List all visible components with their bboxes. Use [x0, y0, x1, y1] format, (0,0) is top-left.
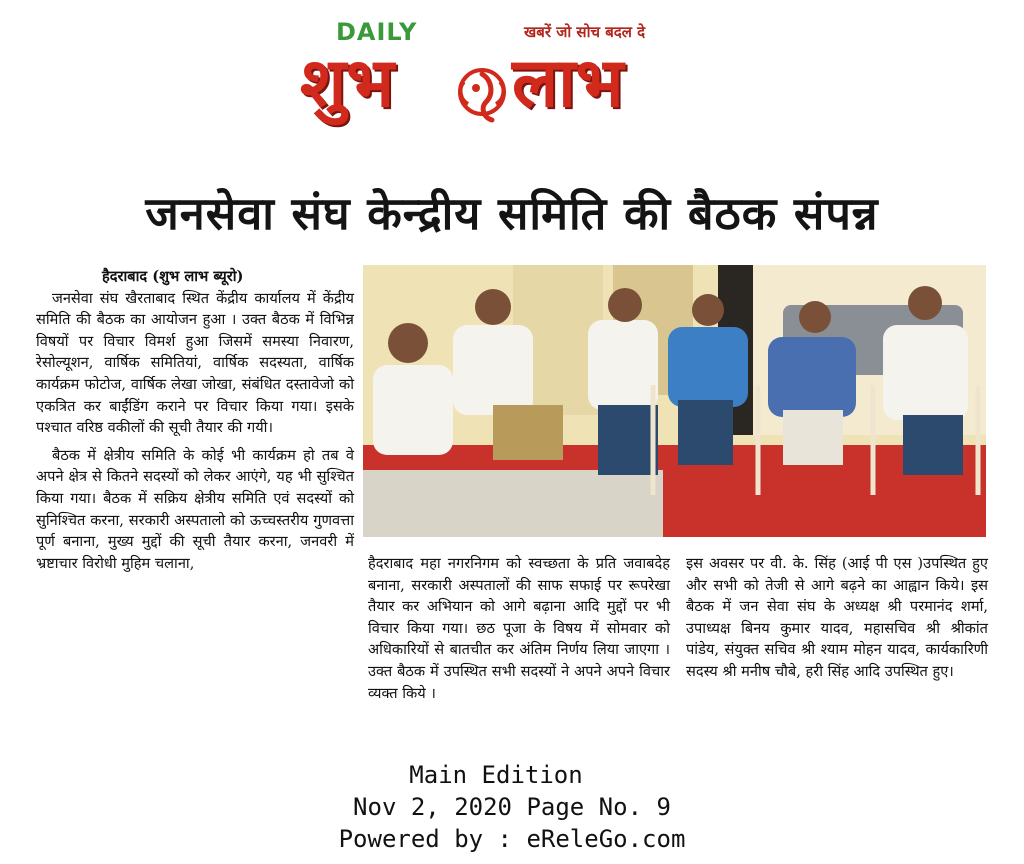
meeting-photo — [363, 265, 986, 537]
article-paragraph-2: बैठक में क्षेत्रीय समिति के कोई भी कार्यक्रम हो तब वे अपने क्षेत्र से कितने सदस्यों को लेकर आएंगे, यह भी सुश्चित किया गया। बैठक में सक्रिय क्षेत्रीय समिति एवं सदस्यों को सुनिश्चित करना, सरकारी अस्पतालो को ऊच्चस्तरीय गुणवत्ता पूर्ण बनाना, मुख्य मुद्दों की सूची तैयार करना, जनवरी में भ्रष्टाचार विरोधी मुहिम चलाना, — [36, 446, 354, 572]
article-column-2 — [368, 553, 670, 704]
footer-date-page: Nov 2, 2020 Page No. 9 — [353, 793, 671, 821]
article-dateline: हैदराबाद (शुभ लाभ ब्यूरो) — [102, 268, 244, 285]
meeting-photo-illustration — [363, 265, 986, 537]
footer-powered-by: Powered by : eReleGo.com — [338, 825, 686, 853]
masthead-name-right: लाभ — [512, 44, 624, 123]
article-headline: जनसेवा संघ केन्द्रीय समिति की बैठक संपन्न — [145, 187, 879, 240]
article-paragraph-1: जनसेवा संघ खैरताबाद स्थित केंद्रीय कार्यालय में केंद्रीय समिति की बैठक का आयोजन हुआ । उक्त बैठक में विभिन्न विषयों पर विचार विमर्श हुआ जिसमें समस्या निवारण, रेसोल्यूशन, वार्षिक समितियां, वार्षिक सदस्यता, वार्षिक कार्यक्रम फोटोज, वार्षिक लेखा जोखा, संबंधित दस्तावेजो को एकत्रित कर बाईंडिंग कराने पर विचार किया गया। इसके पश्चात वरिष्ठ वकीलों की सूची तैयार की गयी। — [36, 289, 354, 437]
article-column-3 — [686, 553, 988, 683]
masthead-name-left: शुभ — [300, 44, 395, 123]
footer-edition: Main Edition — [409, 761, 583, 789]
article-column-2-text: हैदराबाद महा नगरनिगम को स्वच्छता के प्रति जवाबदेह बनाना, सरकारी अस्पतालों की साफ सफाई पर रूपरेखा तैयार कर अभियान को आगे बढ़ाना आदि मुद्दों पर भी विचार किया गया। छठ पूजा के विषय में सोमवार को अधिकारियों से बातचीत कर अंतिम निर्णय लिया जाएगा । उक्त बैठक में उपस्थित सभी सदस्यों ने अपने अपने विचार व्यक्त किये । — [368, 555, 670, 702]
article-column-3-text: इस अवसर पर वी. के. सिंह (आई पी एस )उपस्थित हुए और सभी को तेजी से आगे बढ़ने का आह्वान किये। इस बैठक में जन सेवा संघ के अध्यक्ष श्री परमानंद शर्मा, उपाध्यक्ष बिनय कुमार यादव, महासचिव श्री श्रीकांत पांडेय, संयुक्त सचिव श्री श्याम मोहन यादव, कार्यकारिणी सदस्य श्री मनीष चौबे, हरी सिंह आदि उपस्थित हुए। — [686, 555, 988, 680]
masthead-tagline: खबरें जो सोच बदल दे — [524, 23, 646, 41]
newspaper-masthead — [292, 12, 712, 150]
ganesha-icon — [452, 62, 512, 128]
masthead-daily-label: DAILY — [336, 18, 418, 46]
article-column-1 — [36, 266, 354, 574]
